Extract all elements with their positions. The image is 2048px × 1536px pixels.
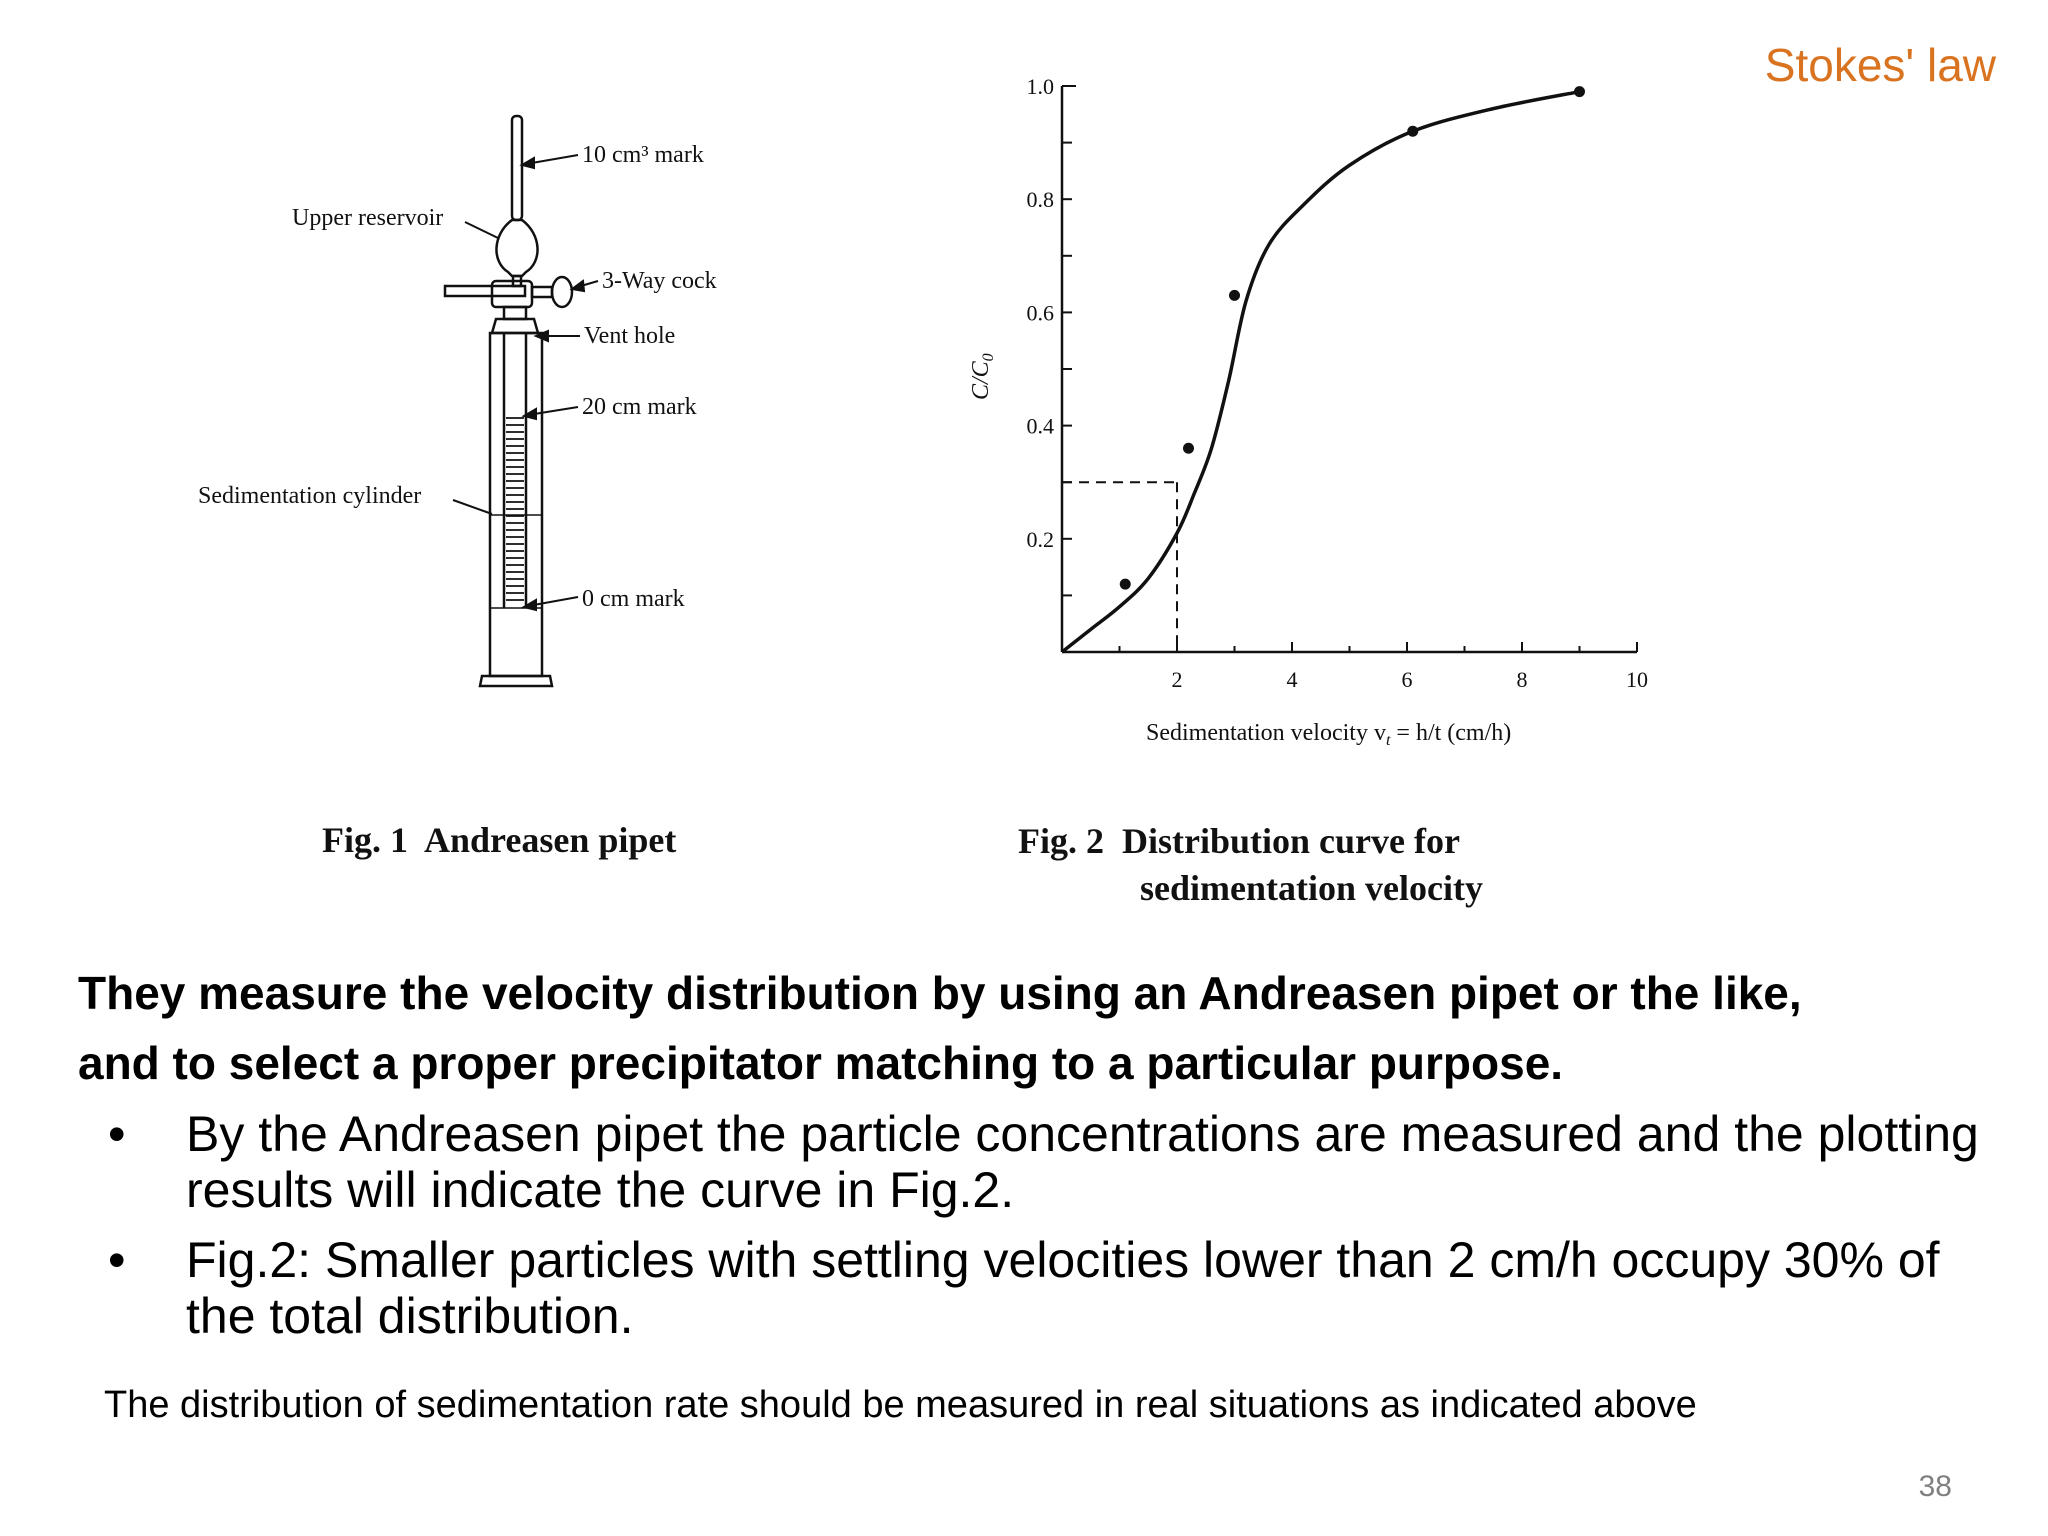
arrow-10-mark bbox=[522, 158, 534, 168]
y-axis-label bbox=[968, 353, 997, 400]
x-tick-label: 4 bbox=[1286, 667, 1298, 692]
x-label-main: Sedimentation velocity v bbox=[1146, 720, 1386, 746]
main-statement bbox=[78, 958, 1998, 1098]
x-ticks bbox=[1120, 642, 1638, 652]
label-0-mark: 0 cm mark bbox=[582, 586, 685, 612]
fig2-caption-line1: Fig. 2 Distribution curve for bbox=[1018, 821, 1460, 861]
footnote: The distribution of sedimentation rate should be measured in real situations as indicated above bbox=[104, 1384, 1697, 1426]
x-tick-label: 10 bbox=[1626, 667, 1648, 692]
label-20-mark: 20 cm mark bbox=[582, 394, 697, 420]
bullet-marker: • bbox=[108, 1106, 126, 1162]
bullet-text: Fig.2: Smaller particles with settling velocities lower than 2 cm/h occupy 30% of the total distribution. bbox=[186, 1232, 1940, 1344]
x-tick-label: 2 bbox=[1171, 667, 1183, 692]
label-10-mark: 10 cm³ mark bbox=[582, 142, 704, 168]
y-tick-label: 0.8 bbox=[1026, 187, 1054, 213]
y-ticks bbox=[1062, 86, 1076, 595]
data-point bbox=[1183, 443, 1194, 454]
x-label-rest: = h/t (cm/h) bbox=[1390, 720, 1512, 746]
page-number: 38 bbox=[1918, 1470, 1952, 1503]
label-sedimentation-cylinder: Sedimentation cylinder bbox=[198, 483, 422, 509]
cock-side-arm bbox=[445, 286, 525, 296]
reference-lines bbox=[1062, 482, 1177, 652]
leader-cylinder bbox=[453, 500, 492, 514]
cylinder-base bbox=[480, 676, 552, 686]
y-tick-label: 1.0 bbox=[1026, 74, 1054, 99]
fig1-caption: Fig. 1 Andreasen pipet bbox=[322, 820, 677, 860]
x-tick-label: 8 bbox=[1516, 667, 1528, 692]
bullet-marker: • bbox=[108, 1232, 126, 1288]
stopper bbox=[492, 319, 538, 333]
cylinder-graduations bbox=[506, 418, 524, 600]
bullet-list bbox=[108, 1106, 1988, 1358]
label-vent-hole: Vent hole bbox=[584, 323, 676, 349]
y-tick-labels bbox=[1027, 74, 1055, 552]
x-tick-labels bbox=[1172, 667, 1649, 692]
distribution-chart bbox=[968, 74, 1648, 749]
arrow-cock bbox=[572, 281, 584, 291]
y-tick-label: 0.6 bbox=[1026, 300, 1054, 326]
cock-handle bbox=[552, 277, 572, 307]
y-label-sub: 0 bbox=[980, 353, 997, 362]
y-label-main: C/C bbox=[968, 361, 994, 400]
fig2-caption-line2: sedimentation velocity bbox=[1140, 868, 1483, 908]
label-upper-reservoir: Upper reservoir bbox=[292, 205, 444, 231]
bullet-item bbox=[108, 1106, 1988, 1218]
slide-title: Stokes' law bbox=[1764, 39, 1996, 91]
main-statement-line1: They measure the velocity distribution by using an Andreasen pipet or the like, bbox=[78, 967, 1802, 1019]
pipet-tube bbox=[512, 116, 522, 220]
data-point bbox=[1120, 579, 1131, 590]
leader-reservoir bbox=[465, 222, 498, 238]
x-axis-label bbox=[1146, 720, 1511, 749]
distribution-curve bbox=[1062, 92, 1580, 652]
data-point bbox=[1407, 126, 1418, 137]
cock-stem bbox=[532, 287, 552, 297]
data-point bbox=[1574, 86, 1585, 97]
stopper-neck bbox=[504, 307, 526, 319]
fig1-labels bbox=[198, 142, 717, 612]
main-statement-line2: and to select a proper precipitator matching to a particular purpose. bbox=[78, 1037, 1564, 1089]
sedimentation-cylinder bbox=[490, 333, 542, 676]
data-point bbox=[1229, 290, 1240, 301]
x-tick-label: 6 bbox=[1401, 667, 1413, 692]
y-tick-label: 0.2 bbox=[1026, 526, 1054, 552]
upper-reservoir-bulb bbox=[496, 220, 537, 276]
y-tick-label: 0.4 bbox=[1026, 413, 1054, 439]
bullet-text: By the Andreasen pipet the particle concentrations are measured and the plotting results will indicate the curve in Fig.2. bbox=[186, 1106, 1979, 1218]
x-label-sub: t bbox=[1385, 732, 1391, 749]
bullet-item bbox=[108, 1232, 1988, 1344]
label-3way-cock: 3-Way cock bbox=[602, 268, 717, 294]
